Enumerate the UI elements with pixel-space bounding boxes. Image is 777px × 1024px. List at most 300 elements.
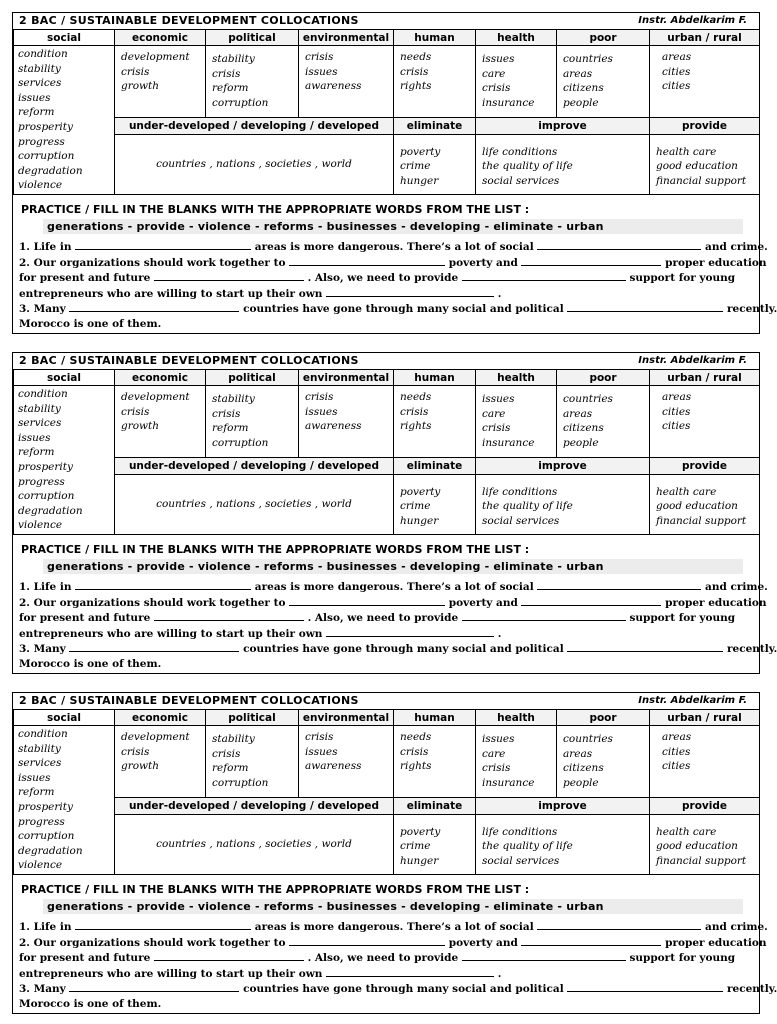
sentence-3: [19, 641, 777, 657]
word-bank: generations - provide - violence - reforms - businesses - developing - eliminate - urban: [43, 219, 743, 234]
list-item: development: [121, 731, 190, 743]
developed-words: countries , nations , societies , world: [115, 135, 394, 195]
urban-words: [650, 386, 760, 458]
developed-words: countries , nations , societies , world: [115, 475, 394, 535]
list-item: progress: [18, 135, 65, 148]
sentence-text: countries have gone through many social and political: [243, 983, 564, 996]
list-item: citizens: [563, 422, 604, 434]
list-item: crisis: [482, 82, 511, 94]
practice-title: PRACTICE / FILL IN THE BLANKS WITH THE APPROPRIATE WORDS FROM THE LIST :: [21, 203, 530, 216]
sentence-text: Our organizations should work together to: [33, 256, 286, 269]
sentence-number: 1.: [19, 921, 30, 933]
list-item: degradation: [18, 504, 83, 517]
sentence-text: . Also, we need to provide: [307, 952, 459, 965]
sentence-text: and crime.: [705, 581, 768, 593]
sentence-text: poverty and: [448, 596, 518, 609]
sentence-number: 3.: [19, 983, 30, 996]
list-item: financial support: [656, 514, 747, 527]
list-item: the quality of life: [482, 840, 573, 853]
blank-field[interactable]: [537, 919, 701, 930]
header-human: human: [394, 30, 476, 46]
list-item: insurance: [482, 436, 535, 449]
header-social: social: [14, 710, 115, 726]
header-health: health: [476, 30, 557, 46]
blank-field[interactable]: [75, 579, 251, 590]
poor-words: [557, 726, 650, 798]
health-words: [476, 46, 557, 118]
list-item: progress: [18, 475, 65, 488]
header-human: human: [394, 710, 476, 726]
economic-words: [115, 726, 206, 798]
list-item: crisis: [212, 747, 241, 760]
header-urban-rural: urban / rural: [650, 710, 760, 726]
words-row-2: [14, 815, 760, 875]
header-developed: under-developed / developing / developed: [115, 797, 394, 814]
list-item: care: [482, 747, 506, 760]
list-item: awareness: [305, 420, 362, 432]
list-item: life conditions: [482, 145, 558, 158]
list-item: condition: [18, 728, 68, 740]
sentence-text: for present and future: [19, 272, 151, 285]
blank-field[interactable]: [154, 270, 304, 281]
list-item: needs: [400, 391, 432, 403]
list-item: the quality of life: [482, 500, 573, 513]
list-item: care: [482, 67, 506, 80]
list-item: crime: [400, 840, 431, 853]
blank-field[interactable]: [289, 935, 445, 946]
list-item: reform: [18, 106, 55, 119]
list-item: degradation: [18, 164, 83, 177]
list-item: issues: [18, 431, 51, 444]
environmental-words: [299, 386, 394, 458]
list-item: crisis: [121, 65, 150, 78]
list-item: care: [482, 407, 506, 420]
list-item: development: [121, 51, 190, 63]
sentence-text: areas is more dangerous. There’s a lot of social: [254, 241, 534, 253]
improve-words: [476, 815, 650, 875]
sentence-text: Many: [33, 303, 66, 316]
collocations-table: [13, 369, 760, 535]
sentence-text: .: [497, 627, 502, 640]
sentence-number: 1.: [19, 241, 30, 253]
list-item: good education: [656, 160, 738, 173]
list-item: cities: [662, 745, 691, 758]
sentence-text: . Also, we need to provide: [307, 612, 459, 625]
sentence-text: and crime.: [705, 921, 768, 933]
sentence-text: support for young: [629, 612, 736, 625]
header-political: political: [206, 30, 299, 46]
sentence-2: [19, 935, 767, 951]
sentence-text: poverty and: [448, 256, 518, 269]
list-item: crisis: [482, 762, 511, 774]
list-item: financial support: [656, 174, 747, 187]
list-item: countries: [563, 733, 613, 745]
sentence-number: 3.: [19, 643, 30, 656]
sentence-number: 2.: [19, 596, 30, 609]
list-item: issues: [482, 393, 515, 405]
list-item: poverty: [400, 485, 441, 498]
list-item: stability: [18, 742, 61, 755]
list-item: crisis: [121, 405, 150, 418]
list-item: services: [18, 77, 62, 90]
blank-field[interactable]: [537, 239, 701, 250]
words-row: [14, 46, 760, 118]
improve-words: [476, 475, 650, 535]
header-environmental: environmental: [299, 710, 394, 726]
urban-words: [650, 46, 760, 118]
blank-field[interactable]: [326, 286, 494, 297]
blank-field[interactable]: [69, 641, 239, 652]
list-item: issues: [305, 65, 338, 78]
blank-field[interactable]: [567, 641, 723, 652]
list-item: people: [563, 776, 599, 789]
header-environmental: environmental: [299, 30, 394, 46]
list-item: good education: [656, 500, 738, 513]
list-item: services: [18, 757, 62, 770]
list-item: crisis: [305, 391, 334, 403]
list-item: areas: [662, 51, 692, 63]
list-item: hunger: [400, 174, 439, 187]
blank-field[interactable]: [521, 595, 661, 606]
instructor-name: Instr. Abdelkarim F.: [638, 695, 747, 706]
sentence-1: [19, 239, 768, 255]
header-provide: provide: [650, 797, 760, 814]
sentence-number: 3.: [19, 303, 30, 316]
list-item: hunger: [400, 854, 439, 867]
list-item: crisis: [482, 422, 511, 434]
blank-field[interactable]: [462, 610, 626, 621]
list-item: social services: [482, 854, 560, 867]
header-political: political: [206, 370, 299, 386]
sentence-number: 2.: [19, 256, 30, 269]
blank-field[interactable]: [154, 610, 304, 621]
list-item: prosperity: [18, 800, 73, 813]
header-health: health: [476, 370, 557, 386]
sentence-text: recently.: [727, 983, 777, 996]
words-row: [14, 726, 760, 798]
words-row-2: [14, 475, 760, 535]
list-item: hunger: [400, 514, 439, 527]
sentence-3-end: Morocco is one of them.: [19, 657, 162, 670]
political-words: [206, 726, 299, 798]
title-bar: [13, 13, 759, 30]
sentence-2-cont: [19, 270, 755, 286]
sentence-text: support for young: [629, 952, 736, 965]
eliminate-words: [394, 135, 476, 195]
blank-field[interactable]: [69, 301, 239, 312]
header-social: social: [14, 370, 115, 386]
title-bar: [13, 693, 759, 710]
blank-field[interactable]: [154, 950, 304, 961]
list-item: rights: [400, 760, 432, 772]
worksheet-title: 2 BAC / SUSTAINABLE DEVELOPMENT COLLOCATIONS: [19, 354, 359, 367]
urban-words: [650, 726, 760, 798]
header-row: [14, 710, 760, 726]
economic-words: [115, 46, 206, 118]
list-item: issues: [482, 733, 515, 745]
list-item: crisis: [212, 67, 241, 80]
environmental-words: [299, 46, 394, 118]
worksheet-title: 2 BAC / SUSTAINABLE DEVELOPMENT COLLOCATIONS: [19, 14, 359, 27]
sentence-text: Life in: [33, 241, 72, 253]
header-row: [14, 370, 760, 386]
sentence-3: [19, 981, 777, 997]
list-item: crisis: [305, 731, 334, 743]
header-urban-rural: urban / rural: [650, 370, 760, 386]
sentence-2-end: [19, 286, 755, 302]
sentence-text: entrepreneurs who are willing to start up their own: [19, 627, 323, 640]
fill-in-sentences: [19, 579, 777, 672]
sentence-text: .: [497, 967, 502, 980]
instructor-name: Instr. Abdelkarim F.: [638, 15, 747, 26]
list-item: stability: [212, 53, 255, 65]
sentence-3-end: Morocco is one of them.: [19, 317, 162, 330]
blank-field[interactable]: [567, 981, 723, 992]
list-item: issues: [18, 771, 51, 784]
list-item: cities: [662, 65, 691, 78]
list-item: people: [563, 436, 599, 449]
sentence-2: [19, 255, 767, 271]
list-item: degradation: [18, 844, 83, 857]
sentence-text: Many: [33, 983, 66, 996]
list-item: corruption: [212, 776, 269, 789]
list-item: good education: [656, 840, 738, 853]
list-item: corruption: [18, 830, 75, 843]
sentence-text: Our organizations should work together to: [33, 936, 286, 949]
header-economic: economic: [115, 710, 206, 726]
blank-field[interactable]: [75, 239, 251, 250]
list-item: condition: [18, 48, 68, 60]
human-words: [394, 46, 476, 118]
list-item: issues: [18, 91, 51, 104]
list-item: progress: [18, 815, 65, 828]
list-item: health care: [656, 825, 717, 838]
list-item: reform: [18, 786, 55, 799]
header-eliminate: eliminate: [394, 457, 476, 474]
header-provide: provide: [650, 457, 760, 474]
list-item: rights: [400, 80, 432, 92]
list-item: crisis: [121, 745, 150, 758]
header-developed: under-developed / developing / developed: [115, 457, 394, 474]
social-words: [14, 726, 115, 875]
sentence-text: Life in: [33, 921, 72, 933]
header-provide: provide: [650, 117, 760, 134]
sentence-number: 1.: [19, 581, 30, 593]
sentence-text: recently.: [727, 303, 777, 316]
blank-field[interactable]: [326, 966, 494, 977]
list-item: people: [563, 96, 599, 109]
header-poor: poor: [557, 30, 650, 46]
list-item: cities: [662, 405, 691, 418]
list-item: rights: [400, 420, 432, 432]
sentence-2-cont: [19, 950, 755, 966]
sentence-text: proper education: [665, 256, 767, 269]
list-item: citizens: [563, 82, 604, 94]
list-item: corruption: [212, 436, 269, 449]
sentence-text: proper education: [665, 936, 767, 949]
header-developed: under-developed / developing / developed: [115, 117, 394, 134]
sentence-2-cont: [19, 610, 755, 626]
list-item: countries: [563, 393, 613, 405]
list-item: issues: [482, 53, 515, 65]
health-words: [476, 386, 557, 458]
list-item: corruption: [18, 150, 75, 163]
list-item: cities: [662, 420, 691, 432]
list-item: crisis: [305, 51, 334, 63]
list-item: poverty: [400, 825, 441, 838]
sentence-text: recently.: [727, 643, 777, 656]
worksheet-title: 2 BAC / SUSTAINABLE DEVELOPMENT COLLOCATIONS: [19, 694, 359, 707]
sentence-text: and crime.: [705, 241, 768, 253]
header-eliminate: eliminate: [394, 797, 476, 814]
list-item: financial support: [656, 854, 747, 867]
list-item: crisis: [400, 405, 429, 418]
list-item: crisis: [400, 745, 429, 758]
header-economic: economic: [115, 30, 206, 46]
header-human: human: [394, 370, 476, 386]
blank-field[interactable]: [289, 255, 445, 266]
list-item: stability: [212, 733, 255, 745]
header-eliminate: eliminate: [394, 117, 476, 134]
word-bank: generations - provide - violence - reforms - businesses - developing - eliminate - urban: [43, 559, 743, 574]
list-item: life conditions: [482, 485, 558, 498]
list-item: growth: [121, 80, 160, 92]
list-item: issues: [305, 405, 338, 418]
practice-title: PRACTICE / FILL IN THE BLANKS WITH THE APPROPRIATE WORDS FROM THE LIST :: [21, 543, 530, 556]
header-improve: improve: [476, 797, 650, 814]
collocations-table: [13, 29, 760, 195]
header-political: political: [206, 710, 299, 726]
list-item: issues: [305, 745, 338, 758]
list-item: social services: [482, 174, 560, 187]
list-item: health care: [656, 145, 717, 158]
words-row-2: [14, 135, 760, 195]
blank-field[interactable]: [289, 595, 445, 606]
sentence-text: proper education: [665, 596, 767, 609]
collocations-table: [13, 709, 760, 875]
header-environmental: environmental: [299, 370, 394, 386]
political-words: [206, 386, 299, 458]
header-improve: improve: [476, 457, 650, 474]
list-item: stability: [18, 402, 61, 415]
poor-words: [557, 386, 650, 458]
sentence-text: poverty and: [448, 936, 518, 949]
list-item: awareness: [305, 80, 362, 92]
blank-field[interactable]: [75, 919, 251, 930]
list-item: health care: [656, 485, 717, 498]
eliminate-words: [394, 475, 476, 535]
instructor-name: Instr. Abdelkarim F.: [638, 355, 747, 366]
list-item: crime: [400, 160, 431, 173]
list-item: areas: [662, 731, 692, 743]
economic-words: [115, 386, 206, 458]
list-item: life conditions: [482, 825, 558, 838]
list-item: insurance: [482, 96, 535, 109]
list-item: areas: [563, 67, 593, 80]
header-row-2: [14, 797, 760, 814]
blank-field[interactable]: [521, 935, 661, 946]
blank-field[interactable]: [521, 255, 661, 266]
list-item: violence: [18, 859, 63, 872]
blank-field[interactable]: [326, 626, 494, 637]
header-poor: poor: [557, 370, 650, 386]
blank-field[interactable]: [537, 579, 701, 590]
health-words: [476, 726, 557, 798]
header-row-2: [14, 457, 760, 474]
sentence-text: Life in: [33, 581, 72, 593]
sentence-text: Many: [33, 643, 66, 656]
sentence-number: 2.: [19, 936, 30, 949]
fill-in-sentences: [19, 239, 777, 332]
fill-in-sentences: [19, 919, 777, 1012]
social-words: [14, 46, 115, 195]
sentence-1: [19, 919, 768, 935]
list-item: social services: [482, 514, 560, 527]
environmental-words: [299, 726, 394, 798]
blank-field[interactable]: [69, 981, 239, 992]
list-item: prosperity: [18, 460, 73, 473]
human-words: [394, 386, 476, 458]
list-item: areas: [563, 407, 593, 420]
list-item: prosperity: [18, 120, 73, 133]
sentence-text: for present and future: [19, 952, 151, 965]
worksheet-card: [12, 692, 777, 1014]
list-item: reform: [212, 82, 249, 94]
words-row: [14, 386, 760, 458]
blank-field[interactable]: [462, 270, 626, 281]
list-item: corruption: [18, 490, 75, 503]
sentence-text: support for young: [629, 272, 736, 285]
provide-words: [650, 815, 760, 875]
sentence-text: .: [497, 287, 502, 300]
sentence-2-end: [19, 966, 755, 982]
header-urban-rural: urban / rural: [650, 30, 760, 46]
list-item: insurance: [482, 776, 535, 789]
list-item: reform: [18, 446, 55, 459]
blank-field[interactable]: [567, 301, 723, 312]
header-poor: poor: [557, 710, 650, 726]
word-bank: generations - provide - violence - reforms - businesses - developing - eliminate - urban: [43, 899, 743, 914]
provide-words: [650, 135, 760, 195]
list-item: development: [121, 391, 190, 403]
list-item: violence: [18, 179, 63, 192]
list-item: reform: [212, 762, 249, 774]
header-row: [14, 30, 760, 46]
list-item: countries: [563, 53, 613, 65]
list-item: cities: [662, 80, 691, 92]
list-item: stability: [18, 62, 61, 75]
sentence-text: countries have gone through many social and political: [243, 303, 564, 316]
list-item: needs: [400, 51, 432, 63]
sentence-text: entrepreneurs who are willing to start up their own: [19, 967, 323, 980]
social-words: [14, 386, 115, 535]
list-item: crisis: [400, 65, 429, 78]
list-item: citizens: [563, 762, 604, 774]
list-item: the quality of life: [482, 160, 573, 173]
list-item: stability: [212, 393, 255, 405]
practice-title: PRACTICE / FILL IN THE BLANKS WITH THE APPROPRIATE WORDS FROM THE LIST :: [21, 883, 530, 896]
sentence-text: areas is more dangerous. There’s a lot of social: [254, 581, 534, 593]
blank-field[interactable]: [462, 950, 626, 961]
header-economic: economic: [115, 370, 206, 386]
list-item: services: [18, 417, 62, 430]
header-social: social: [14, 30, 115, 46]
header-health: health: [476, 710, 557, 726]
sentence-2: [19, 595, 767, 611]
political-words: [206, 46, 299, 118]
header-improve: improve: [476, 117, 650, 134]
worksheet-card: [12, 12, 777, 334]
